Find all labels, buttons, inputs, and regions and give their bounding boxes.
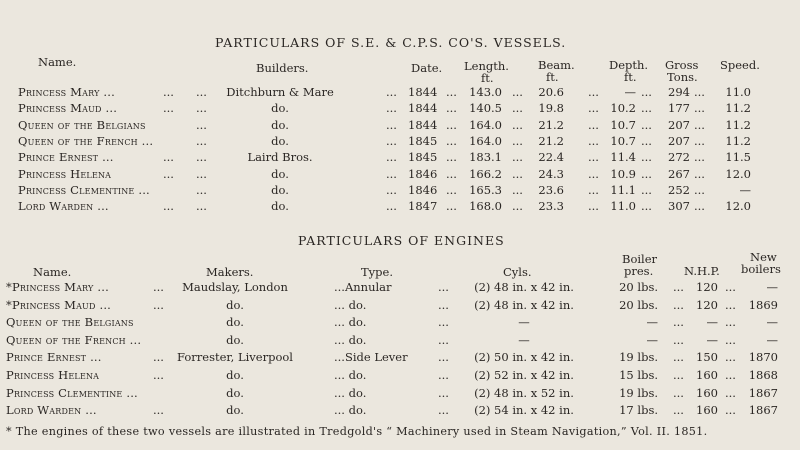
vessel-builder: do. [271, 117, 289, 132]
leader-dots: ... [694, 133, 705, 148]
engines-header-boiler: Boiler [622, 252, 658, 266]
leader-dots: ... [725, 315, 736, 330]
engine-type: ... do. [334, 403, 367, 418]
leader-dots: ... [153, 350, 164, 365]
engine-name: Queen of the French ... [6, 332, 142, 347]
engine-nhp: 160 [696, 385, 718, 400]
engine-boiler-pres: 20 lbs. [619, 297, 658, 312]
leader-dots: ... [163, 199, 174, 214]
engine-new-boilers: 1867 [748, 403, 778, 418]
engine-name: *Princess Mary ... [6, 280, 109, 294]
engine-new-boilers: — [766, 315, 778, 330]
engine-cyls: (2) 48 in. x 42 in. [474, 297, 574, 312]
vessel-speed: 11.5 [725, 150, 751, 165]
engine-type: ... do. [334, 315, 367, 330]
vessels-header-beam-unit: ft. [546, 70, 559, 84]
vessel-date: 1845 [408, 133, 438, 148]
leader-dots: ... [163, 166, 174, 181]
vessel-speed: 12.0 [725, 199, 751, 214]
vessel-beam: 23.3 [538, 199, 564, 214]
leader-dots: ... [512, 150, 523, 165]
vessel-length: 164.0 [469, 133, 502, 148]
leader-dots: ... [438, 368, 449, 382]
vessel-name: Princess Maud ... [18, 101, 118, 116]
leader-dots: ... [512, 182, 523, 197]
engine-nhp: 150 [696, 350, 718, 365]
vessel-depth: 10.2 [610, 101, 636, 116]
leader-dots: ... [725, 350, 736, 365]
engine-name: *Princess Maud ... [6, 297, 112, 312]
leader-dots: ... [725, 297, 736, 312]
leader-dots: ... [725, 403, 736, 418]
vessel-gross: 294 [668, 85, 690, 99]
leader-dots: ... [673, 297, 684, 312]
engine-name: Princess Clementine ... [6, 385, 138, 400]
leader-dots: ... [725, 280, 736, 294]
vessel-speed: 11.2 [725, 101, 751, 116]
vessels-header-length-unit: ft. [481, 71, 494, 85]
vessel-name: Prince Ernest ... [18, 150, 114, 165]
leader-dots: ... [694, 199, 705, 214]
vessel-depth: 10.7 [610, 133, 636, 148]
engine-name: Lord Warden ... [6, 403, 97, 418]
leader-dots: ... [588, 101, 599, 116]
engine-boiler-pres: 19 lbs. [619, 385, 658, 400]
leader-dots: ... [153, 280, 164, 294]
leader-dots: ... [446, 133, 457, 148]
leader-dots: ... [153, 403, 164, 418]
leader-dots: ... [588, 85, 599, 99]
engine-maker: do. [226, 332, 244, 347]
vessel-builder: Ditchburn & Mare [226, 85, 334, 99]
engine-new-boilers: 1868 [748, 368, 778, 382]
leader-dots: ... [588, 133, 599, 148]
vessel-name: Queen of the French ... [18, 133, 154, 148]
vessels-header-speed: Speed. [720, 58, 760, 72]
leader-dots: ... [163, 150, 174, 165]
leader-dots: ... [641, 117, 652, 132]
leader-dots: ... [438, 297, 449, 312]
leader-dots: ... [673, 350, 684, 365]
engine-new-boilers: 1870 [748, 350, 778, 365]
vessels-header-date: Date. [411, 61, 443, 75]
engine-boiler-pres: 19 lbs. [619, 350, 658, 365]
leader-dots: ... [386, 166, 397, 181]
vessel-gross: 177 [668, 101, 690, 116]
leader-dots: ... [153, 368, 164, 382]
leader-dots: ... [196, 166, 207, 181]
leader-dots: ... [512, 85, 523, 99]
vessel-date: 1846 [408, 182, 438, 197]
engines-header-cyls: Cyls. [503, 265, 532, 279]
leader-dots: ... [446, 199, 457, 214]
engine-cyls: (2) 50 in. x 42 in. [474, 350, 574, 365]
engines-title: PARTICULARS OF ENGINES [298, 233, 505, 248]
engine-nhp: 120 [696, 280, 718, 294]
leader-dots: ... [673, 368, 684, 382]
vessel-name: Lord Warden ... [18, 199, 109, 214]
leader-dots: ... [446, 85, 457, 99]
vessel-speed: 11.2 [725, 133, 751, 148]
leader-dots: ... [641, 166, 652, 181]
leader-dots: ... [512, 199, 523, 214]
engine-new-boilers: — [766, 332, 778, 347]
leader-dots: ... [438, 332, 449, 347]
vessels-title: PARTICULARS OF S.E. & C.P.S. CO'S. VESSELS. [215, 35, 567, 50]
vessel-builder: Laird Bros. [247, 150, 313, 165]
engine-type: ... do. [334, 297, 367, 312]
engine-maker: do. [226, 385, 244, 400]
leader-dots: ... [446, 117, 457, 132]
leader-dots: ... [196, 182, 207, 197]
vessel-gross: 267 [668, 166, 690, 181]
leader-dots: ... [438, 280, 449, 294]
engine-maker: do. [226, 368, 244, 382]
engines-header-boiler-unit: pres. [624, 264, 654, 278]
vessel-speed: 11.0 [725, 85, 751, 99]
vessel-length: 168.0 [469, 199, 502, 214]
engine-type: ... do. [334, 368, 367, 382]
vessel-builder: do. [271, 133, 289, 148]
engine-maker: do. [226, 315, 244, 330]
engine-nhp: 160 [696, 368, 718, 382]
leader-dots: ... [512, 101, 523, 116]
vessel-name: Princess Mary ... [18, 85, 115, 99]
engines-header-nhp: N.H.P. [684, 264, 720, 278]
vessel-length: 183.1 [469, 150, 502, 165]
vessel-beam: 23.6 [538, 182, 564, 197]
leader-dots: ... [588, 166, 599, 181]
engine-nhp: — [706, 315, 718, 330]
leader-dots: ... [446, 182, 457, 197]
leader-dots: ... [446, 166, 457, 181]
leader-dots: ... [446, 150, 457, 165]
engine-nhp: 120 [696, 297, 718, 312]
vessel-builder: do. [271, 101, 289, 116]
vessel-beam: 24.3 [538, 166, 564, 181]
leader-dots: ... [694, 182, 705, 197]
vessel-gross: 272 [668, 150, 690, 165]
leader-dots: ... [386, 150, 397, 165]
leader-dots: ... [386, 199, 397, 214]
engines-header-newb2: boilers [741, 262, 781, 276]
leader-dots: ... [512, 133, 523, 148]
vessel-length: 165.3 [469, 182, 502, 197]
vessel-date: 1847 [408, 199, 438, 214]
engine-new-boilers: — [766, 280, 778, 294]
leader-dots: ... [725, 332, 736, 347]
leader-dots: ... [673, 280, 684, 294]
leader-dots: ... [446, 101, 457, 116]
vessel-builder: do. [271, 166, 289, 181]
vessel-date: 1844 [408, 117, 438, 132]
leader-dots: ... [641, 85, 652, 99]
vessel-depth: 10.7 [610, 117, 636, 132]
leader-dots: ... [153, 297, 164, 312]
vessels-header-builders: Builders. [256, 61, 309, 75]
engine-nhp: — [706, 332, 718, 347]
engine-type: ... do. [334, 332, 367, 347]
leader-dots: ... [438, 315, 449, 330]
engine-boiler-pres: — [646, 315, 658, 330]
leader-dots: ... [694, 85, 705, 99]
leader-dots: ... [386, 117, 397, 132]
vessels-header-length: Length. [464, 59, 509, 73]
leader-dots: ... [725, 385, 736, 400]
engine-new-boilers: 1867 [748, 385, 778, 400]
vessels-header-gross-unit: Tons. [667, 70, 698, 84]
vessel-beam: 21.2 [538, 117, 564, 132]
vessels-header-name: Name. [38, 55, 77, 69]
leader-dots: ... [588, 150, 599, 165]
engine-maker: do. [226, 297, 244, 312]
leader-dots: ... [641, 150, 652, 165]
vessel-date: 1844 [408, 85, 438, 99]
engine-nhp: 160 [696, 403, 718, 418]
engine-maker: Maudslay, London [182, 280, 288, 294]
leader-dots: ... [196, 150, 207, 165]
engine-name: Prince Ernest ... [6, 350, 102, 365]
vessels-header-depth-unit: ft. [624, 70, 637, 84]
vessel-builder: do. [271, 182, 289, 197]
leader-dots: ... [588, 117, 599, 132]
vessel-depth: — [624, 85, 636, 99]
vessel-depth: 10.9 [610, 166, 636, 181]
leader-dots: ... [386, 133, 397, 148]
vessel-beam: 20.6 [538, 85, 564, 99]
vessels-header-depth: Depth. [609, 58, 649, 72]
vessel-gross: 252 [668, 182, 690, 197]
vessel-speed: 12.0 [725, 166, 751, 181]
engine-name: Princess Helena [6, 368, 100, 382]
leader-dots: ... [641, 199, 652, 214]
vessel-gross: 307 [668, 199, 690, 214]
vessel-depth: 11.0 [610, 199, 636, 214]
vessel-speed: — [739, 182, 751, 197]
leader-dots: ... [673, 315, 684, 330]
leader-dots: ... [725, 368, 736, 382]
engine-cyls: (2) 54 in. x 42 in. [474, 403, 574, 418]
engine-cyls: (2) 52 in. x 42 in. [474, 368, 574, 382]
vessel-name: Princess Clementine ... [18, 182, 150, 197]
leader-dots: ... [694, 101, 705, 116]
vessel-name: Queen of the Belgians [18, 117, 146, 132]
vessel-beam: 21.2 [538, 133, 564, 148]
vessel-date: 1845 [408, 150, 438, 165]
leader-dots: ... [196, 117, 207, 132]
engines-header-type: Type. [361, 265, 393, 279]
vessel-gross: 207 [668, 133, 690, 148]
vessels-header-beam: Beam. [538, 58, 575, 72]
leader-dots: ... [641, 101, 652, 116]
leader-dots: ... [438, 385, 449, 400]
engine-cyls: (2) 48 in. x 42 in. [474, 280, 574, 294]
leader-dots: ... [694, 150, 705, 165]
leader-dots: ... [512, 117, 523, 132]
leader-dots: ... [386, 101, 397, 116]
leader-dots: ... [196, 85, 207, 99]
engine-boiler-pres: 20 lbs. [619, 280, 658, 294]
vessel-length: 164.0 [469, 117, 502, 132]
engine-type: ...Annular [334, 280, 392, 294]
vessel-builder: do. [271, 199, 289, 214]
vessel-depth: 11.1 [610, 182, 636, 197]
engine-boiler-pres: 17 lbs. [619, 403, 658, 418]
vessel-depth: 11.4 [610, 150, 636, 165]
leader-dots: ... [512, 166, 523, 181]
leader-dots: ... [163, 101, 174, 116]
leader-dots: ... [694, 166, 705, 181]
leader-dots: ... [641, 182, 652, 197]
engine-cyls: — [518, 315, 530, 330]
leader-dots: ... [196, 133, 207, 148]
leader-dots: ... [694, 117, 705, 132]
vessel-gross: 207 [668, 117, 690, 132]
engine-maker: do. [226, 403, 244, 418]
vessel-date: 1844 [408, 101, 438, 116]
leader-dots: ... [163, 85, 174, 99]
vessel-speed: 11.2 [725, 117, 751, 132]
engine-maker: Forrester, Liverpool [177, 350, 293, 365]
vessel-date: 1846 [408, 166, 438, 181]
leader-dots: ... [438, 350, 449, 365]
engine-boiler-pres: 15 lbs. [619, 368, 658, 382]
vessel-length: 143.0 [469, 85, 502, 99]
leader-dots: ... [673, 332, 684, 347]
engines-header-name: Name. [33, 265, 72, 279]
leader-dots: ... [386, 85, 397, 99]
engines-header-makers: Makers. [206, 265, 254, 279]
vessel-name: Princess Helena [18, 166, 112, 181]
leader-dots: ... [196, 101, 207, 116]
vessels-header-gross: Gross [665, 58, 699, 72]
footnote: * The engines of these two vessels are illustrated in Tredgold's “ Machinery used in Steam Navigation,” Vol. II. 1851. [6, 425, 708, 438]
engine-type: ... do. [334, 385, 367, 400]
engines-header-newb1: New [750, 250, 777, 264]
engine-cyls: (2) 48 in. x 52 in. [474, 385, 574, 400]
engine-name: Queen of the Belgians [6, 315, 134, 330]
vessel-length: 166.2 [469, 166, 502, 181]
leader-dots: ... [588, 199, 599, 214]
engine-type: ...Side Lever [334, 350, 408, 365]
vessel-length: 140.5 [469, 101, 502, 116]
leader-dots: ... [673, 403, 684, 418]
vessel-beam: 19.8 [538, 101, 564, 116]
leader-dots: ... [673, 385, 684, 400]
leader-dots: ... [641, 133, 652, 148]
leader-dots: ... [438, 403, 449, 418]
leader-dots: ... [196, 199, 207, 214]
engine-new-boilers: 1869 [748, 297, 778, 312]
leader-dots: ... [386, 182, 397, 197]
leader-dots: ... [588, 182, 599, 197]
vessel-beam: 22.4 [538, 150, 564, 165]
engine-boiler-pres: — [646, 332, 658, 347]
engine-cyls: — [518, 332, 530, 347]
